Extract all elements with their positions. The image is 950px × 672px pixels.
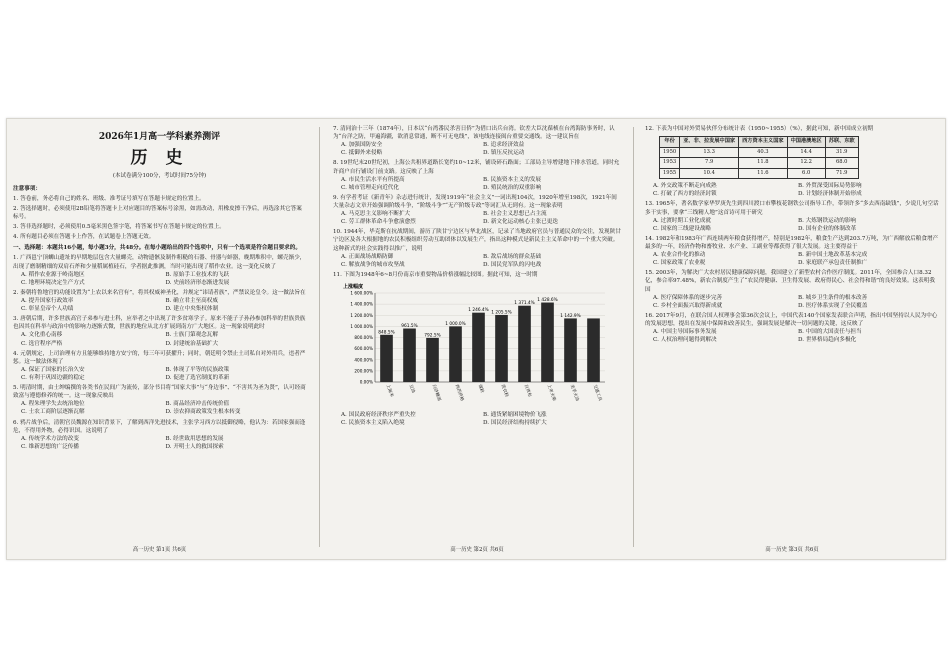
question-options — [645, 294, 939, 310]
question-stem: 15. 2003年，为解决广大农村居民健康保障问题，我国建立了新型农村合作医疗制度。2011年，全国参合人口8.32亿，参合率97.48%，新农合制度产生了“农民得健康、卫生得发展、政府得民心、社会得和谐”的良好效果。这表明我国 — [645, 270, 935, 293]
question-6 — [13, 419, 306, 451]
option-a: A. 医疗保障体系的逐步完善 — [653, 294, 723, 301]
table-header-cell: 亚、非、拉发展中国家 — [680, 137, 739, 148]
table-cell: 7.9 — [680, 158, 739, 169]
question-stem: 11. 下图为1948年6~8月份南京市重要物品价格涨幅比较图。据此可知，这一时期 — [333, 271, 538, 278]
question-5 — [13, 384, 306, 416]
notes-list — [13, 195, 306, 242]
question-options — [645, 182, 939, 198]
option-d: D. 建立中央集权体制 — [165, 306, 219, 313]
option-d: D. 促进了选官制度的革新 — [165, 374, 230, 381]
y-tick-label: 1 000.00% — [350, 323, 373, 329]
y-tick-label: 200.00% — [354, 368, 373, 374]
x-tick-label: 上海米 — [384, 383, 394, 398]
option-d: D. 开明士人的救国探索 — [165, 443, 224, 450]
option-b: B. 社会主义思想已占主流 — [483, 211, 547, 218]
question-stem: 5. 明清时期，由士绅编撰的各类书在民间广为流传，部分书目将“国家大事”与“身边事”、“不害其为圣为贤”，认可经商致富与遵德修养的统一。这一现象反映出 — [13, 385, 306, 400]
y-tick-label: 0.00% — [359, 379, 373, 385]
option-a: A. 外交政策不断走向成熟 — [653, 183, 717, 190]
table-cell: 68.0 — [825, 158, 858, 169]
option-a: A. 保证了国家的长治久安 — [21, 366, 85, 373]
question-14 — [645, 235, 939, 267]
option-a: A. 传统学术方法的改变 — [21, 435, 79, 442]
question-stem: 2. 秦朝将鲁地官的功能设置为“上农以来名官有”，将其权威神圣化，并规定“讳请者族”，严禁议论皇令。这一做法旨在 — [13, 289, 306, 296]
question-options — [333, 253, 621, 269]
option-c: C. 有利于巩固边疆的稳定 — [21, 374, 85, 381]
option-c: C. 民族资本主义陷入绝境 — [341, 420, 405, 427]
section-heading: 一、选择题：本题共16小题，每小题3分，共48分。在每小题给出的四个选项中，只有一个选项是符合题目要求的。 — [13, 245, 301, 252]
x-tick-label: 百货布 — [522, 383, 532, 398]
exam-page-3 — [639, 119, 945, 559]
bar — [564, 318, 577, 382]
exam-page-1 — [7, 119, 312, 559]
question-4 — [13, 350, 306, 382]
option-a: A. 程朱理学失去统治地位 — [21, 401, 85, 408]
data-label: 848.5% — [378, 330, 395, 336]
data-label: 1 142.9% — [560, 313, 581, 319]
data-label: 1 205.5% — [491, 310, 512, 316]
bar — [403, 328, 416, 381]
option-a: A. 加强国防安全 — [341, 142, 383, 149]
exam-note: (本试卷满分100分，考试时间75分钟) — [112, 172, 207, 179]
option-d: D. 崇农抑商政策发生根本转变 — [165, 409, 241, 416]
question-stem: 12. 下表为中国对外贸易伙伴分布统计表（1950~1955）（%），据此可知，新中国成立初期 — [645, 126, 874, 132]
note-item: 1. 答卷前，务必将自己的姓名、班级、准考证号填写在答题卡规定的位置上。 — [13, 195, 205, 202]
question-stem: 9. 有学者考证《新青年》杂志进行统计，发现1919年“社会主义”一词出现104次，1920年增至198次，1921年间大量杂志文章开始强调阶级斗争，“阶级斗争”“无产阶级专政”等词汇从无到有。这一现象表明 — [333, 194, 617, 209]
option-a: A. 过渡时期工业化成就 — [653, 217, 711, 224]
question-options — [13, 366, 306, 382]
table-cell: 40.3 — [739, 147, 788, 158]
y-tick-label: 800.00% — [354, 334, 373, 340]
question-options — [13, 331, 306, 347]
question-options — [645, 251, 939, 267]
note-item: 4. 所有题目必须在答题卡上作答，在试题卷上答题无效。 — [13, 234, 155, 241]
option-c: C. 地理环境决定生产方式 — [21, 279, 85, 286]
question-8 — [333, 159, 621, 191]
option-b: B. 经世致用思想的发展 — [165, 435, 224, 442]
option-c: C. 解放战争的城市攻坚战 — [341, 261, 405, 268]
note-item: 2. 答选择题时，必须使用2B铅笔将答题卡上对应题目的答案标号涂黑，如需改动，用橡皮擦干净后，再选涂其它答案标号。 — [13, 205, 302, 220]
question-stem: 16. 2017年9月，在联合国人权理事会第36次会议上，中国代表140个国家发表联合声明，指出中国坚持以人民为中心的发展思想，提出在发展中保障和改善民生，强调发展是解决一切问题的关键，这反映了 — [645, 312, 938, 327]
exam-sheet — [6, 118, 946, 560]
option-a: A. 农业合作化的推动 — [653, 252, 706, 259]
option-b: B. 大炼钢铁运动的影响 — [798, 217, 857, 224]
option-b: B. 城乡卫生条件的根本改善 — [798, 294, 868, 301]
y-axis-label: 上涨幅度 — [343, 283, 364, 290]
bar — [587, 318, 600, 382]
data-label: 961.5% — [401, 323, 418, 329]
note-item: 3. 答非选择题时，必须使用0.5毫米黑色签字笔，将答案书写在答题卡规定的位置上。 — [13, 224, 225, 231]
option-c: C. 人权治理问题得到解决 — [653, 337, 717, 344]
x-tick-label: 交通工具 — [591, 383, 603, 402]
option-c: C. 国家政策了农业税 — [653, 260, 706, 267]
question-10 — [333, 228, 621, 269]
option-c: C. 乡村全面振兴取得新成就 — [653, 302, 723, 309]
question-2 — [13, 289, 306, 313]
data-label: 1 246.4% — [468, 308, 489, 314]
option-b: B. 确立君主至高权威 — [165, 297, 218, 304]
x-tick-label: 豆油 — [407, 383, 416, 394]
table-cell: 10.4 — [680, 168, 739, 179]
question-15 — [645, 269, 939, 310]
option-a: A. 中国主导国际事务发展 — [653, 329, 717, 336]
option-b: B. 商品经济冲击传统价值 — [165, 401, 230, 408]
table-cell: 11.8 — [739, 158, 788, 169]
option-d: D. 国有企业的体制改革 — [798, 225, 857, 232]
option-d: D. 医疗体系实现了全民覆盖 — [798, 302, 868, 309]
page-footer: 高一历史 第2页 共6页 — [450, 547, 504, 554]
question-12 — [645, 125, 939, 198]
question-stem: 14. 1982年和1983年广西连续两年粮食获得增产，特别是1982年，粮食生产达到203.7万吨，为广西解放后粮食增产最多的一年，经济作物和畜牧业、水产业、工副业等都获得了很大发展。这主要得益于 — [645, 235, 939, 250]
table-cell: 31.9 — [825, 147, 858, 158]
option-b: B. 原始手工业技术的飞跃 — [165, 271, 230, 278]
bar — [518, 306, 531, 382]
question-stem: 1. 广西邕宁顶蛳山遗址的早期地层包含大量螺壳，动物遗骸及制作粗糙的石器、骨器与蚌器，晚期堆积中，螺壳渐少，出现了磨制精细的双肩石斧和少量稻属植硅石，学者据此推测，当时可能出现了稻作农业。这一变化反映了 — [13, 255, 306, 270]
table-cell: 71.9 — [825, 168, 858, 179]
option-d: D. 殖民统治的双重影响 — [483, 184, 542, 191]
y-tick-label: 400.00% — [354, 357, 373, 363]
y-tick-label: 1 600.00% — [350, 290, 373, 296]
option-b: B. 敌后战场的群众基础 — [483, 253, 542, 260]
question-options — [645, 217, 939, 233]
subject-title: 历 史 — [130, 148, 189, 169]
table-header-cell: 苏联、东欧 — [825, 137, 858, 148]
question-7 — [333, 125, 621, 157]
option-d: D. 封建统治基础扩大 — [165, 340, 219, 347]
table-cell: 6.0 — [787, 168, 825, 179]
table-cell: 12.2 — [787, 158, 825, 169]
option-d: D. 镇压反抗运动 — [483, 150, 525, 157]
price-increase-chart — [341, 281, 611, 406]
option-b: B. 通货紧缩困境物价飞涨 — [483, 412, 547, 419]
page-footer: 高一历史 第3页 共6页 — [765, 547, 819, 554]
question-stem: 10. 1944年，毕克斯在抗战期间，游历了陕甘宁边区与华北战区，记录了当地政府官员与普通民众的交往，发现陕甘宁边区及各大根据地的农民积极组织劳动互助团体以发展生产，指出这种模式是新民主主义革命中的一个重大突破。这种新式的社会实践得以推广，说明 — [333, 229, 621, 252]
option-d: D. 国民经济结构持续扩大 — [483, 420, 547, 427]
table-cell: 14.4 — [787, 147, 825, 158]
x-tick-label: 白砂糖面 — [430, 383, 442, 402]
option-c: C. 士农工商阶层逐渐瓦解 — [21, 409, 85, 416]
option-c: C. 国家的三线建设战略 — [653, 225, 711, 232]
option-b: B. 追求经济效益 — [483, 142, 525, 149]
option-b: B. 民族资本主义的发展 — [483, 176, 542, 183]
table-header-cell: 年份 — [660, 137, 680, 148]
data-label: 1 428.6% — [537, 298, 558, 304]
question-options — [333, 210, 621, 226]
option-c: C. 彰显皇帝个人功绩 — [21, 306, 74, 313]
table-cell: 11.6 — [739, 168, 788, 179]
table-row — [660, 147, 859, 158]
question-stem: 6. 鸦片战争后，清朝官员魏源在知识背景下，了解到西洋先进技术，主张学习西方以抵御侵略，他认为：若国家强而逢危，不得用外物，必得识国。这说明了 — [13, 419, 306, 434]
question-stem: 4. 元朝规定，上司治理有方且能够维持地方安宁的，每三年可获擢升；同时，朝廷明令禁止土司私自对外用兵，违者严惩。这一做法体现了 — [13, 350, 306, 365]
bar — [541, 303, 554, 382]
question-stem: 13. 1965年，著名数学家华罗庚先生到四川渡口市攀枝花钢铁公司指导工作，带领许多“多去西南缺钱”，少说几句空话多干实事，要拿“三线精人地”这首诗可用于研究 — [645, 201, 939, 216]
question-1 — [13, 254, 306, 286]
question-options — [645, 328, 939, 344]
question-16 — [645, 312, 939, 344]
data-label: 1 371.4% — [514, 301, 535, 307]
option-c: C. 维新思想的广泛传播 — [21, 443, 79, 450]
table-header-row — [660, 137, 859, 148]
option-c: C. 劳工群体革命斗争愈演愈烈 — [341, 219, 416, 226]
bar — [495, 315, 508, 382]
page-divider — [319, 127, 320, 547]
question-stem: 3. 唐朝后期，许多世族高官子弟参与进士科，应举者之中出现了许多贫寒学子。原来不能子子孙孙参加科举的世族贵族也因其在科举与政治中的影响力逐渐式微，世族的地位从北方扩展到南方广大地区。这一现象说明此时 — [13, 316, 306, 331]
question-options — [333, 411, 621, 427]
table-row — [660, 168, 859, 179]
option-a: A. 市民生活水平有所提高 — [341, 176, 405, 183]
table-header-cell: 中国港澳地区 — [787, 137, 825, 148]
option-b: B. 外贸深受国际局势影响 — [798, 183, 862, 190]
question-options — [13, 435, 306, 451]
question-stem: 8. 19世纪末20世纪初，上海公共租界道路长宽约10~12米，铺设碎石路面；工部局主导增建地下排水管道，同时允许商户自行铺设门前支路。这反映了上海 — [333, 160, 620, 175]
option-c: C. 打破了西方的经济封锁 — [653, 191, 717, 198]
question-options — [13, 297, 306, 313]
question-options — [333, 141, 621, 157]
page-divider — [633, 127, 634, 547]
option-a: A. 文化重心南移 — [21, 332, 63, 339]
option-a: A. 国民政府经济秩序严重失控 — [341, 412, 416, 419]
option-c: C. 城市管理走向近代化 — [341, 184, 399, 191]
x-tick-label: 煤粉 — [476, 383, 485, 394]
page-footer: 高一历史 第1页 共6页 — [132, 547, 187, 554]
option-b: B. 中国的大国责任与担当 — [798, 329, 862, 336]
question-options — [13, 271, 306, 287]
data-label: 1 000.0% — [445, 321, 466, 327]
option-d: D. 新文化运动核心主张已更迭 — [483, 219, 558, 226]
x-tick-label: 美孚火油 — [568, 383, 580, 402]
question-11 — [333, 271, 621, 427]
data-label: 792.5% — [424, 333, 441, 339]
option-c: C. 选官程序严格 — [21, 340, 63, 347]
option-a: A. 提升国家行政效率 — [21, 297, 74, 304]
option-d: D. 史前经济形态渐进发展 — [165, 279, 230, 286]
question-3 — [13, 315, 306, 347]
bar — [449, 326, 462, 382]
x-tick-label: 上市火柴 — [545, 383, 557, 402]
question-options — [333, 176, 621, 192]
option-b: B. 体现了平等的民族政策 — [165, 366, 230, 373]
question-9 — [333, 194, 621, 226]
option-d: D. 世界格局趋向多极化 — [798, 337, 857, 344]
exam-page-2 — [327, 119, 627, 559]
option-d: D. 计划经济体制开始形成 — [798, 191, 862, 198]
option-b: B. 士族门第观念瓦解 — [165, 332, 218, 339]
option-a: A. 稻作农业源于岭南地区 — [21, 271, 85, 278]
y-tick-label: 1 200.00% — [350, 312, 373, 318]
x-tick-label: 西药价格 — [453, 383, 465, 402]
trade-partner-table — [659, 136, 859, 179]
table-row — [660, 158, 859, 169]
notes-heading: 注意事项： — [13, 185, 41, 192]
exam-title: 2026年1月高一学科素养测评 — [98, 132, 221, 142]
table-cell: 13.3 — [680, 147, 739, 158]
y-tick-label: 1 400.00% — [350, 301, 373, 307]
bar — [472, 313, 485, 382]
x-tick-label: 洗衣粉 — [499, 383, 509, 398]
question-stem: 7. 清同治十三年（1874年），日本以“台湾番民杀害日侨”为借口出兵台湾。钦差大臣沈葆桢在台湾海防事务时，认为“台洋之防，甲遍海疆，欲消息常通，断不可无电线”，该电线连接闽台重要交通线。这一建议旨在 — [333, 126, 615, 141]
question-13 — [645, 200, 939, 232]
bar — [380, 335, 393, 382]
option-b: B. 新中国土地改革基本完成 — [798, 252, 868, 259]
table-cell: 1953 — [660, 158, 680, 169]
y-tick-label: 600.00% — [354, 346, 373, 352]
table-cell: 1950 — [660, 147, 680, 158]
option-a: A. 马克思主义影响不断扩大 — [341, 211, 411, 218]
option-a: A. 正面战场战略防御 — [341, 253, 394, 260]
option-d: D. 国民党军队的闪电战 — [483, 261, 542, 268]
option-c: C. 抵御外来侵略 — [341, 150, 383, 157]
option-d: D. 家庭联产承包责任制推广 — [798, 260, 868, 267]
question-options — [13, 400, 306, 416]
table-cell: 1955 — [660, 168, 680, 179]
table-header-cell: 西方资本主义国家 — [739, 137, 788, 148]
bar — [426, 338, 439, 382]
